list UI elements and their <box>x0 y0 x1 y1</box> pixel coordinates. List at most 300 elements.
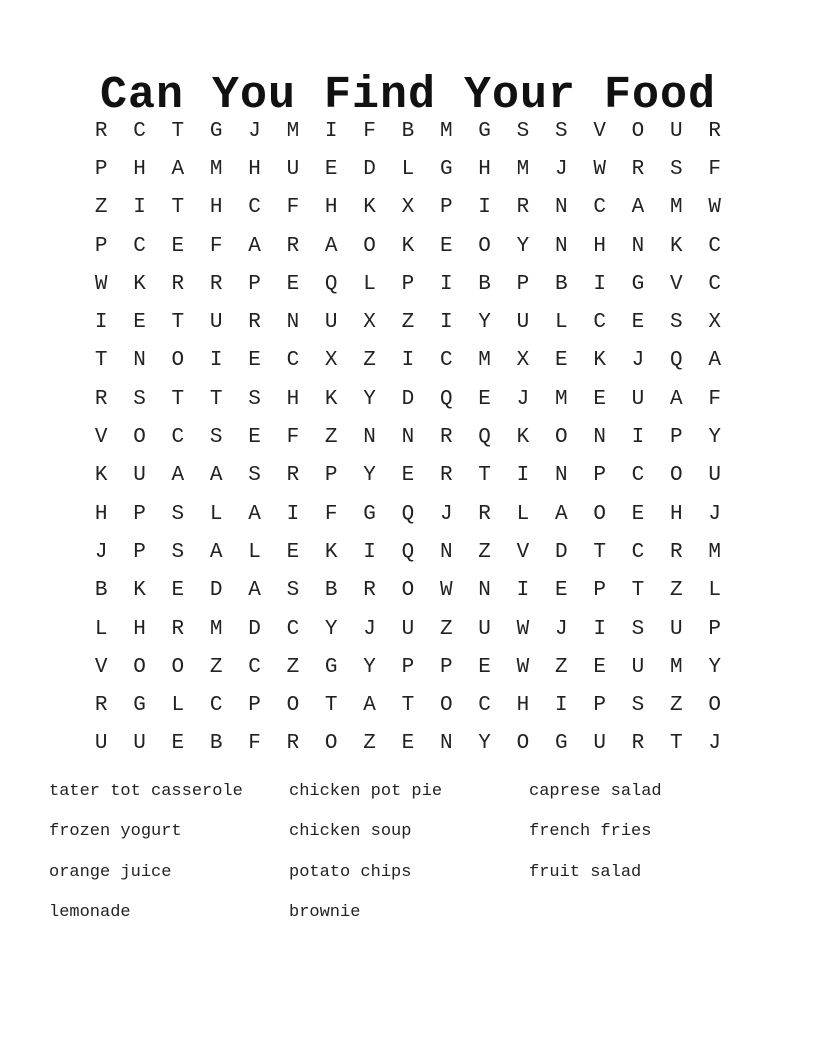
grid-letter: U <box>708 464 721 488</box>
grid-letter: P <box>94 234 108 258</box>
grid-letter: R <box>363 579 376 603</box>
grid-letter: X <box>401 196 415 220</box>
grid-letter: N <box>133 349 146 373</box>
grid-letter: R <box>94 387 108 411</box>
grid-row <box>82 457 734 495</box>
grid-letter: L <box>401 157 415 181</box>
grid-letter: Q <box>478 426 491 450</box>
grid-letter: Q <box>670 349 683 373</box>
grid-letter: B <box>478 272 491 296</box>
grid-letter: A <box>209 464 223 488</box>
page-title: Can You Find Your Food <box>99 70 717 122</box>
grid-letter: P <box>708 617 721 641</box>
grid-letter: E <box>171 579 185 603</box>
grid-letter: X <box>363 311 376 335</box>
grid-letter: W <box>593 157 606 181</box>
grid-letter: U <box>133 732 146 756</box>
grid-letter: C <box>708 234 721 258</box>
grid-letter: P <box>593 464 606 488</box>
grid-letter: Z <box>363 349 376 373</box>
grid-letter: V <box>593 119 606 143</box>
grid-letter: R <box>439 426 453 450</box>
grid-letter: D <box>248 617 261 641</box>
grid-row <box>82 342 734 380</box>
grid-letter: O <box>516 732 530 756</box>
grid-letter: T <box>631 579 645 603</box>
grid-letter: O <box>401 579 415 603</box>
grid-letter: X <box>708 311 721 335</box>
grid-letter: S <box>248 464 261 488</box>
grid-letter: U <box>631 387 645 411</box>
grid-letter: H <box>324 196 338 220</box>
grid-letter: I <box>94 311 108 335</box>
grid-letter: A <box>670 387 683 411</box>
grid-letter: E <box>554 579 568 603</box>
grid-letter: E <box>324 157 338 181</box>
grid-letter: J <box>248 119 261 143</box>
word-list <box>49 780 769 941</box>
grid-letter: N <box>478 579 491 603</box>
grid-letter: G <box>324 655 338 679</box>
grid-letter: C <box>171 426 185 450</box>
grid-letter: R <box>631 157 645 181</box>
grid-letter: L <box>171 694 185 718</box>
grid-letter: C <box>478 694 491 718</box>
grid-letter: I <box>631 426 645 450</box>
grid-letter: S <box>631 694 645 718</box>
grid-letter: H <box>133 617 146 641</box>
grid-letter: U <box>209 311 223 335</box>
grid-letter: T <box>401 694 415 718</box>
grid-letter: F <box>708 157 721 181</box>
grid-letter: J <box>363 617 376 641</box>
grid-letter: N <box>439 732 453 756</box>
grid-letter: C <box>209 694 223 718</box>
grid-letter: O <box>324 732 338 756</box>
grid-letter: G <box>478 119 491 143</box>
grid-letter: L <box>708 579 721 603</box>
grid-letter: C <box>248 655 261 679</box>
grid-letter: Q <box>401 540 415 564</box>
grid-letter: R <box>631 732 645 756</box>
grid-row <box>82 150 734 188</box>
grid-letter: U <box>401 617 415 641</box>
grid-letter: O <box>593 502 606 526</box>
grid-letter: S <box>286 579 300 603</box>
grid-letter: C <box>439 349 453 373</box>
grid-letter: Z <box>554 655 568 679</box>
grid-letter: E <box>478 655 491 679</box>
grid-letter: S <box>209 426 223 450</box>
grid-letter: Y <box>708 426 721 450</box>
word-list-item: caprese salad <box>529 782 662 801</box>
grid-letter: A <box>631 196 645 220</box>
grid-letter: H <box>516 694 530 718</box>
grid-letter: I <box>516 464 530 488</box>
grid-letter: I <box>593 272 606 296</box>
grid-letter: V <box>670 272 683 296</box>
grid-letter: I <box>516 579 530 603</box>
grid-letter: U <box>631 655 645 679</box>
grid-letter: C <box>133 234 146 258</box>
grid-letter: A <box>324 234 338 258</box>
grid-letter: F <box>209 234 223 258</box>
grid-letter: T <box>171 311 185 335</box>
grid-letter: B <box>324 579 338 603</box>
grid-letter: P <box>439 196 453 220</box>
grid-letter: O <box>439 694 453 718</box>
grid-letter: P <box>133 502 146 526</box>
grid-letter: E <box>401 464 415 488</box>
grid-letter: B <box>94 579 108 603</box>
grid-row <box>82 686 734 724</box>
grid-letter: H <box>286 387 300 411</box>
grid-letter: O <box>363 234 376 258</box>
grid-letter: I <box>439 272 453 296</box>
grid-letter: Z <box>670 694 683 718</box>
grid-letter: T <box>478 464 491 488</box>
grid-letter: T <box>324 694 338 718</box>
grid-letter: D <box>554 540 568 564</box>
grid-letter: H <box>593 234 606 258</box>
grid-letter: A <box>363 694 376 718</box>
word-list-item: lemonade <box>49 902 131 922</box>
grid-letter: G <box>554 732 568 756</box>
grid-letter: C <box>631 464 645 488</box>
grid-letter: D <box>401 387 415 411</box>
grid-letter: Y <box>363 464 376 488</box>
word-list-item: frozen yogurt <box>49 822 182 842</box>
grid-letter: E <box>401 732 415 756</box>
grid-letter: E <box>133 311 146 335</box>
grid-letter: O <box>171 655 185 679</box>
grid-letter: F <box>248 732 261 756</box>
grid-letter: V <box>94 655 108 679</box>
word-list-item: brownie <box>289 902 361 922</box>
grid-row <box>82 572 734 610</box>
grid-letter: E <box>593 387 606 411</box>
grid-letter: M <box>516 157 530 181</box>
grid-letter: R <box>478 502 491 526</box>
grid-letter: S <box>171 502 185 526</box>
grid-letter: P <box>593 579 606 603</box>
grid-letter: R <box>248 311 261 335</box>
grid-letter: F <box>286 196 300 220</box>
grid-letter: L <box>554 311 568 335</box>
grid-letter: K <box>516 426 530 450</box>
grid-letter: C <box>286 617 300 641</box>
grid-letter: H <box>133 157 146 181</box>
grid-letter: O <box>670 464 683 488</box>
grid-letter: F <box>708 387 721 411</box>
grid-letter: P <box>401 272 415 296</box>
grid-letter: I <box>478 196 491 220</box>
grid-letter: F <box>324 502 338 526</box>
grid-letter: I <box>286 502 300 526</box>
grid-letter: K <box>324 540 338 564</box>
grid-letter: N <box>439 540 453 564</box>
grid-letter: T <box>593 540 606 564</box>
grid-letter: R <box>516 196 530 220</box>
grid-letter: Z <box>324 426 338 450</box>
grid-letter: W <box>439 579 453 603</box>
grid-letter: I <box>593 617 606 641</box>
grid-letter: O <box>708 694 721 718</box>
grid-letter: H <box>248 157 261 181</box>
grid-letter: B <box>401 119 415 143</box>
grid-letter: K <box>133 272 146 296</box>
grid-letter: L <box>363 272 376 296</box>
grid-letter: A <box>248 579 261 603</box>
grid-letter: P <box>516 272 530 296</box>
grid-letter: S <box>248 387 261 411</box>
grid-letter: W <box>516 617 530 641</box>
grid-row <box>82 533 734 571</box>
grid-letter: R <box>94 694 108 718</box>
grid-letter: A <box>248 502 261 526</box>
grid-letter: O <box>554 426 568 450</box>
grid-row <box>82 303 734 341</box>
grid-letter: M <box>286 119 300 143</box>
grid-letter: V <box>516 540 530 564</box>
grid-letter: E <box>248 426 261 450</box>
grid-letter: E <box>631 502 645 526</box>
grid-letter: G <box>133 694 146 718</box>
grid-letter: M <box>478 349 491 373</box>
grid-letter: Z <box>94 196 108 220</box>
grid-letter: R <box>439 464 453 488</box>
grid-letter: T <box>171 387 185 411</box>
grid-letter: S <box>670 311 683 335</box>
grid-letter: E <box>286 540 300 564</box>
grid-letter: U <box>670 119 683 143</box>
grid-letter: L <box>248 540 261 564</box>
grid-letter: N <box>286 311 300 335</box>
grid-letter: P <box>248 272 261 296</box>
grid-letter: U <box>478 617 491 641</box>
grid-row <box>82 380 734 418</box>
grid-letter: A <box>708 349 721 373</box>
grid-letter: E <box>593 655 606 679</box>
word-list-item: potato chips <box>289 862 412 882</box>
grid-letter: A <box>171 464 185 488</box>
grid-letter: G <box>631 272 645 296</box>
grid-letter: S <box>554 119 568 143</box>
grid-letter: K <box>133 579 146 603</box>
grid-row <box>82 112 734 150</box>
grid-letter: Y <box>363 387 376 411</box>
grid-letter: R <box>209 272 223 296</box>
grid-letter: E <box>439 234 453 258</box>
grid-letter: X <box>324 349 338 373</box>
grid-letter: P <box>670 426 683 450</box>
grid-letter: U <box>670 617 683 641</box>
grid-letter: U <box>516 311 530 335</box>
grid-row <box>82 610 734 648</box>
grid-letter: B <box>554 272 568 296</box>
grid-letter: C <box>593 311 606 335</box>
grid-letter: K <box>593 349 606 373</box>
grid-letter: J <box>439 502 453 526</box>
word-list-item: chicken soup <box>289 822 412 842</box>
grid-letter: I <box>439 311 453 335</box>
grid-letter: P <box>401 655 415 679</box>
grid-letter: E <box>248 349 261 373</box>
grid-letter: Y <box>363 655 376 679</box>
grid-letter: M <box>670 196 683 220</box>
grid-letter: M <box>209 157 223 181</box>
grid-letter: M <box>209 617 223 641</box>
grid-letter: L <box>516 502 530 526</box>
grid-letter: E <box>171 732 185 756</box>
grid-row <box>82 265 734 303</box>
grid-row <box>82 189 734 227</box>
grid-letter: E <box>286 272 300 296</box>
grid-letter: U <box>286 157 300 181</box>
grid-letter: R <box>708 119 721 143</box>
grid-letter: P <box>248 694 261 718</box>
grid-letter: O <box>133 655 146 679</box>
grid-letter: M <box>708 540 721 564</box>
grid-letter: S <box>631 617 645 641</box>
grid-letter: N <box>631 234 645 258</box>
grid-letter: Y <box>478 311 491 335</box>
grid-letter: C <box>133 119 146 143</box>
grid-letter: J <box>631 349 645 373</box>
grid-letter: D <box>209 579 223 603</box>
grid-letter: T <box>171 196 185 220</box>
grid-letter: S <box>516 119 530 143</box>
grid-letter: N <box>593 426 606 450</box>
grid-letter: C <box>593 196 606 220</box>
grid-letter: R <box>94 119 108 143</box>
grid-letter: U <box>593 732 606 756</box>
grid-letter: G <box>363 502 376 526</box>
grid-letter: Z <box>363 732 376 756</box>
grid-letter: T <box>209 387 223 411</box>
grid-letter: P <box>593 694 606 718</box>
grid-letter: K <box>670 234 683 258</box>
grid-letter: F <box>286 426 300 450</box>
grid-letter: I <box>209 349 223 373</box>
grid-letter: H <box>670 502 683 526</box>
grid-letter: O <box>631 119 645 143</box>
grid-letter: L <box>94 617 108 641</box>
grid-row <box>82 418 734 456</box>
grid-letter: Z <box>439 617 453 641</box>
grid-letter: U <box>94 732 108 756</box>
grid-row <box>82 495 734 533</box>
word-list-item: tater tot casserole <box>49 782 243 801</box>
grid-letter: E <box>631 311 645 335</box>
grid-letter: J <box>554 157 568 181</box>
grid-letter: A <box>554 502 568 526</box>
grid-letter: A <box>171 157 185 181</box>
grid-row <box>82 227 734 265</box>
grid-letter: C <box>248 196 261 220</box>
grid-letter: W <box>708 196 721 220</box>
grid-letter: S <box>670 157 683 181</box>
grid-letter: J <box>708 732 721 756</box>
grid-letter: I <box>401 349 415 373</box>
grid-letter: K <box>324 387 338 411</box>
grid-letter: K <box>401 234 415 258</box>
grid-letter: I <box>363 540 376 564</box>
grid-letter: T <box>94 349 108 373</box>
letter-grid <box>82 112 734 763</box>
grid-letter: E <box>171 234 185 258</box>
grid-letter: Z <box>478 540 491 564</box>
grid-letter: S <box>133 387 146 411</box>
grid-letter: R <box>286 732 300 756</box>
word-list-item: chicken pot pie <box>289 782 443 801</box>
grid-letter: B <box>209 732 223 756</box>
grid-letter: Z <box>401 311 415 335</box>
grid-letter: N <box>363 426 376 450</box>
word-list-item: orange juice <box>49 862 172 882</box>
grid-letter: R <box>670 540 683 564</box>
grid-letter: M <box>439 119 453 143</box>
grid-letter: I <box>554 694 568 718</box>
grid-letter: E <box>478 387 491 411</box>
grid-letter: C <box>631 540 645 564</box>
grid-letter: H <box>478 157 491 181</box>
grid-letter: Z <box>670 579 683 603</box>
grid-letter: O <box>478 234 491 258</box>
grid-row <box>82 725 734 763</box>
grid-letter: N <box>554 234 568 258</box>
grid-letter: Z <box>286 655 300 679</box>
grid-letter: R <box>171 272 185 296</box>
grid-letter: N <box>554 196 568 220</box>
grid-letter: W <box>94 272 108 296</box>
grid-letter: J <box>94 540 108 564</box>
grid-letter: Q <box>401 502 415 526</box>
grid-letter: J <box>516 387 530 411</box>
grid-letter: Z <box>209 655 223 679</box>
grid-letter: I <box>324 119 338 143</box>
grid-letter: U <box>324 311 338 335</box>
grid-letter: S <box>171 540 185 564</box>
grid-letter: N <box>401 426 415 450</box>
grid-letter: V <box>94 426 108 450</box>
grid-letter: Y <box>324 617 338 641</box>
grid-letter: L <box>209 502 223 526</box>
grid-letter: Q <box>324 272 338 296</box>
grid-letter: J <box>708 502 721 526</box>
grid-letter: J <box>554 617 568 641</box>
grid-letter: D <box>363 157 376 181</box>
grid-letter: A <box>209 540 223 564</box>
grid-letter: A <box>248 234 261 258</box>
word-list-item: french fries <box>529 822 652 842</box>
grid-letter: Y <box>516 234 530 258</box>
grid-letter: R <box>171 617 185 641</box>
grid-letter: H <box>209 196 223 220</box>
grid-letter: R <box>286 234 300 258</box>
grid-letter: K <box>363 196 376 220</box>
grid-letter: P <box>324 464 338 488</box>
grid-letter: G <box>209 119 223 143</box>
grid-letter: N <box>554 464 568 488</box>
grid-letter: X <box>516 349 530 373</box>
grid-letter: H <box>94 502 108 526</box>
grid-letter: K <box>94 464 108 488</box>
grid-letter: P <box>439 655 453 679</box>
grid-row <box>82 648 734 686</box>
grid-letter: T <box>171 119 185 143</box>
grid-letter: M <box>670 655 683 679</box>
